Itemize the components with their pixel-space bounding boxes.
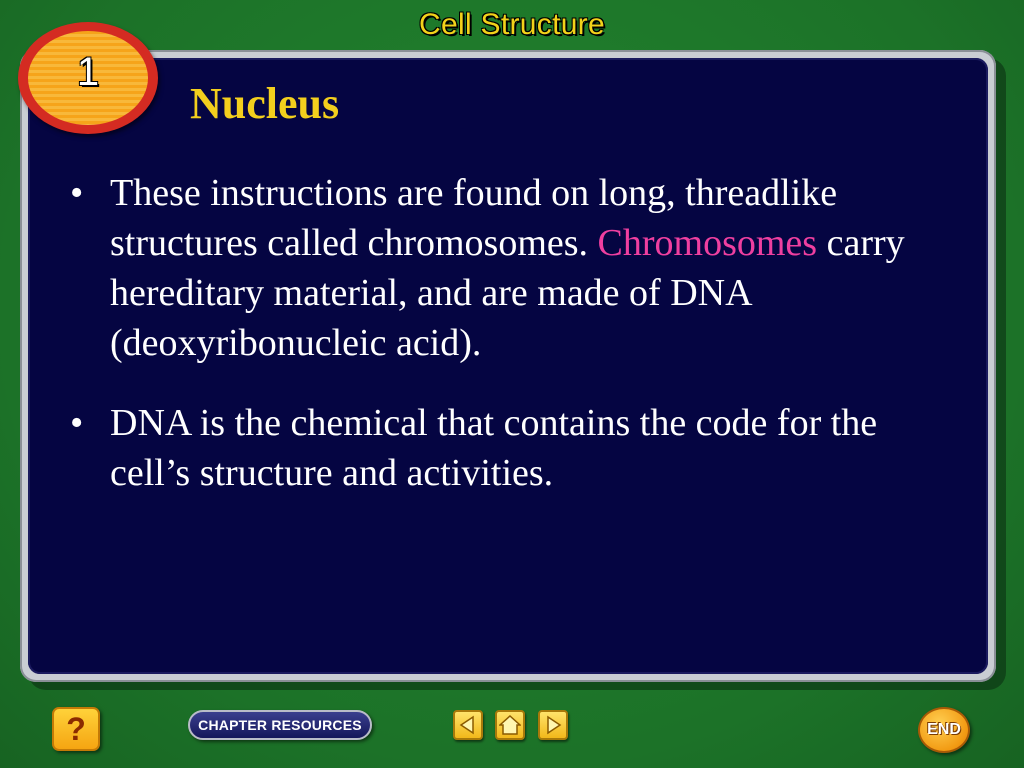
home-button[interactable] bbox=[495, 710, 525, 740]
triangle-right-icon bbox=[542, 714, 564, 736]
bullet-marker: • bbox=[70, 402, 84, 444]
bullet-text: DNA is the chemical that contains the code for the cell’s structure and activities. bbox=[110, 402, 878, 494]
bottom-toolbar bbox=[0, 700, 1024, 768]
bullet-text: These instructions are found on long, threadlike structures called chromosomes. bbox=[110, 172, 838, 264]
section-number: 1 bbox=[76, 50, 100, 94]
bullet-marker: • bbox=[70, 172, 84, 214]
highlighted-term: Chromosomes bbox=[597, 222, 818, 264]
home-icon bbox=[499, 714, 521, 736]
previous-button[interactable] bbox=[453, 710, 483, 740]
help-button[interactable]: ? bbox=[52, 707, 100, 751]
triangle-left-icon bbox=[457, 714, 479, 736]
next-button[interactable] bbox=[538, 710, 568, 740]
chapter-resources-button[interactable]: CHAPTER RESOURCES bbox=[188, 710, 372, 740]
end-button[interactable]: END bbox=[918, 707, 970, 753]
bullet-item bbox=[68, 398, 938, 498]
bullet-list bbox=[68, 168, 938, 528]
slide-heading: Nucleus bbox=[190, 79, 340, 128]
chapter-title: Cell Structure bbox=[419, 8, 605, 41]
bullet-text: carry hereditary material, and are made of DNA (deoxyribonucleic acid). bbox=[110, 222, 905, 364]
bullet-item bbox=[68, 168, 938, 368]
section-badge bbox=[18, 22, 158, 134]
